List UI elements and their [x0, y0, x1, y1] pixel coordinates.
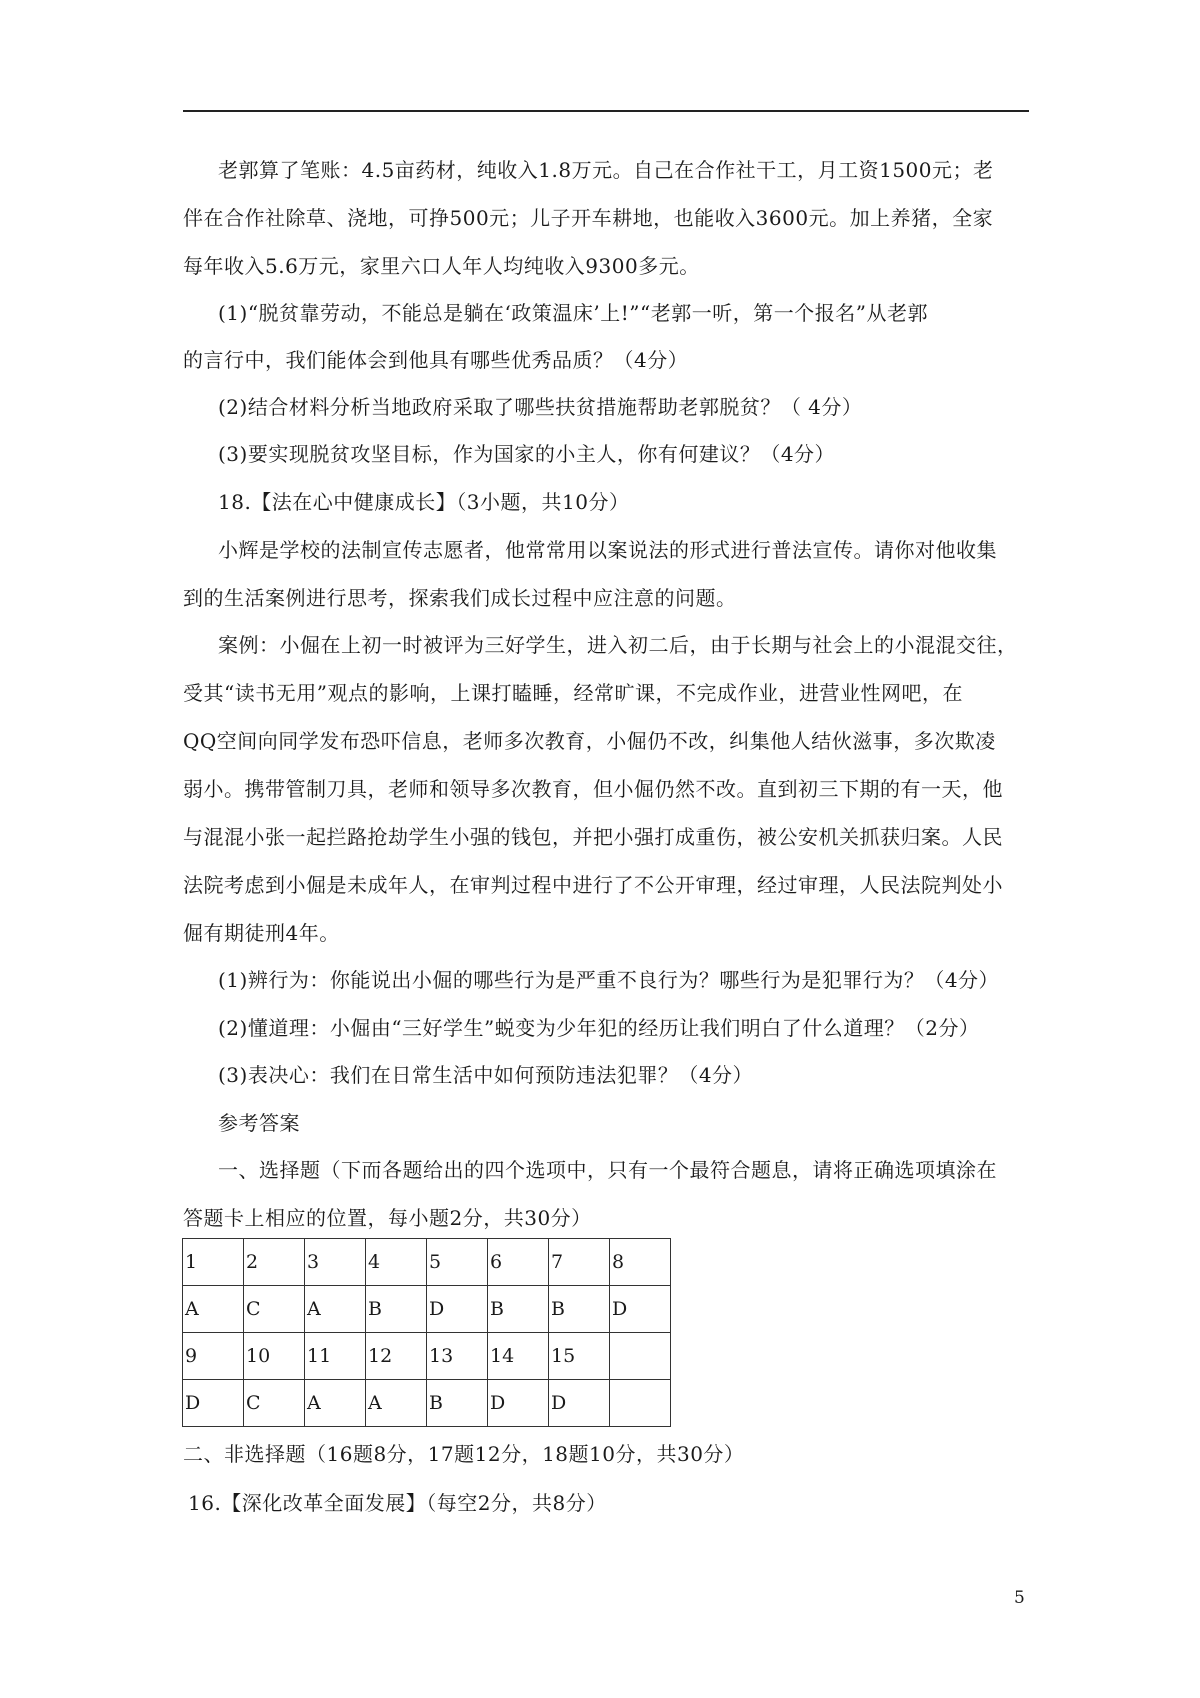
text-line: 受其“读书无用”观点的影响，上课打瞌睡，经常旷课，不完成作业，进营业性网吧，在: [183, 681, 963, 705]
answer-cell: 15: [549, 1333, 610, 1380]
text-line: 倔有期徒刑4年。: [183, 921, 340, 945]
text-line: (1)辨行为：你能说出小倔的哪些行为是严重不良行为？哪些行为是犯罪行为？（4分）: [218, 968, 1000, 992]
text-line: 法院考虑到小倔是未成年人，在审判过程中进行了不公开审理，经过审理，人民法院判处小: [183, 873, 1003, 897]
answer-cell: 7: [549, 1239, 610, 1286]
text-line: 二、非选择题（16题8分，17题12分，18题10分，共30分）: [183, 1442, 745, 1466]
text-line: (2)懂道理：小倔由“三好学生”蜕变为少年犯的经历让我们明白了什么道理？（2分）: [218, 1016, 980, 1040]
answer-cell: C: [244, 1380, 305, 1427]
answer-cell: 9: [183, 1333, 244, 1380]
answer-cell: B: [488, 1286, 549, 1333]
page-number: 5: [1014, 1588, 1025, 1608]
answer-row: [183, 1380, 671, 1427]
answer-cell: [610, 1380, 671, 1427]
answer-table: [182, 1238, 671, 1427]
text-line: (1)“脱贫靠劳动，不能总是躺在‘政策温床’上!”“老郭一听，第一个报名”从老郭: [218, 301, 928, 325]
answer-cell: B: [366, 1286, 427, 1333]
answer-cell: A: [305, 1286, 366, 1333]
answer-cell: A: [183, 1286, 244, 1333]
answer-cell: B: [549, 1286, 610, 1333]
answer-cell: D: [549, 1380, 610, 1427]
text-line: (3)表决心：我们在日常生活中如何预防违法犯罪？（4分）: [218, 1063, 754, 1087]
answer-row: [183, 1333, 671, 1380]
answer-cell: [610, 1333, 671, 1380]
answer-row: [183, 1286, 671, 1333]
text-line: QQ空间向同学发布恐吓信息，老师多次教育，小倔仍不改，纠集他人结伙滋事，多次欺凌: [183, 729, 996, 753]
text-line: 到的生活案例进行思考，探索我们成长过程中应注意的问题。: [183, 586, 737, 610]
answer-cell: 13: [427, 1333, 488, 1380]
text-line: 弱小。携带管制刀具，老师和领导多次教育，但小倔仍然不改。直到初三下期的有一天，他: [183, 777, 1003, 801]
text-line: 案例：小倔在上初一时被评为三好学生，进入初二后，由于长期与社会上的小混混交往，: [218, 633, 1018, 657]
text-line: 一、选择题（下而各题给出的四个选项中，只有一个最符合题息，请将正确选项填涂在: [218, 1158, 997, 1182]
answer-cell: 4: [366, 1239, 427, 1286]
answer-cell: 6: [488, 1239, 549, 1286]
answer-cell: 5: [427, 1239, 488, 1286]
text-line: 小辉是学校的法制宣传志愿者，他常常用以案说法的形式进行普法宣传。请你对他收集: [218, 538, 997, 562]
answer-cell: D: [610, 1286, 671, 1333]
answer-cell: B: [427, 1380, 488, 1427]
text-line: 伴在合作社除草、浇地，可挣500元；儿子开车耕地，也能收入3600元。加上养猪，全家: [183, 206, 994, 230]
answer-cell: C: [244, 1286, 305, 1333]
text-line: 与混混小张一起拦路抢劫学生小强的钱包，并把小强打成重伤，被公安机关抓获归案。人民: [183, 825, 1003, 849]
answer-cell: 8: [610, 1239, 671, 1286]
answer-cell: D: [427, 1286, 488, 1333]
answer-cell: 1: [183, 1239, 244, 1286]
header-rule: [183, 110, 1029, 112]
text-line: 16.【深化改革全面发展】（每空2分，共8分）: [188, 1491, 607, 1515]
text-line: (3)要实现脱贫攻坚目标，作为国家的小主人，你有何建议？（4分）: [218, 442, 836, 466]
text-line: 答题卡上相应的位置，每小题2分，共30分）: [183, 1206, 592, 1230]
text-line: 参考答案: [218, 1111, 300, 1135]
answer-cell: 12: [366, 1333, 427, 1380]
answer-cell: 11: [305, 1333, 366, 1380]
text-line: 每年收入5.6万元，家里六口人年人均纯收入9300多元。: [183, 254, 700, 278]
answer-cell: D: [488, 1380, 549, 1427]
text-line: 18.【法在心中健康成长】（3小题，共10分）: [218, 490, 630, 514]
text-line: (2)结合材料分析当地政府采取了哪些扶贫措施帮助老郭脱贫？（ 4分）: [218, 395, 863, 419]
text-line: 老郭算了笔账：4.5亩药材，纯收入1.8万元。自己在合作社干工，月工资1500元；老: [218, 158, 994, 182]
answer-cell: D: [183, 1380, 244, 1427]
answer-cell: 10: [244, 1333, 305, 1380]
answer-cell: A: [305, 1380, 366, 1427]
answer-cell: A: [366, 1380, 427, 1427]
answer-cell: 14: [488, 1333, 549, 1380]
answer-cell: 2: [244, 1239, 305, 1286]
text-line: 的言行中，我们能体会到他具有哪些优秀品质？（4分）: [183, 348, 689, 372]
answer-row: [183, 1239, 671, 1286]
answer-cell: 3: [305, 1239, 366, 1286]
